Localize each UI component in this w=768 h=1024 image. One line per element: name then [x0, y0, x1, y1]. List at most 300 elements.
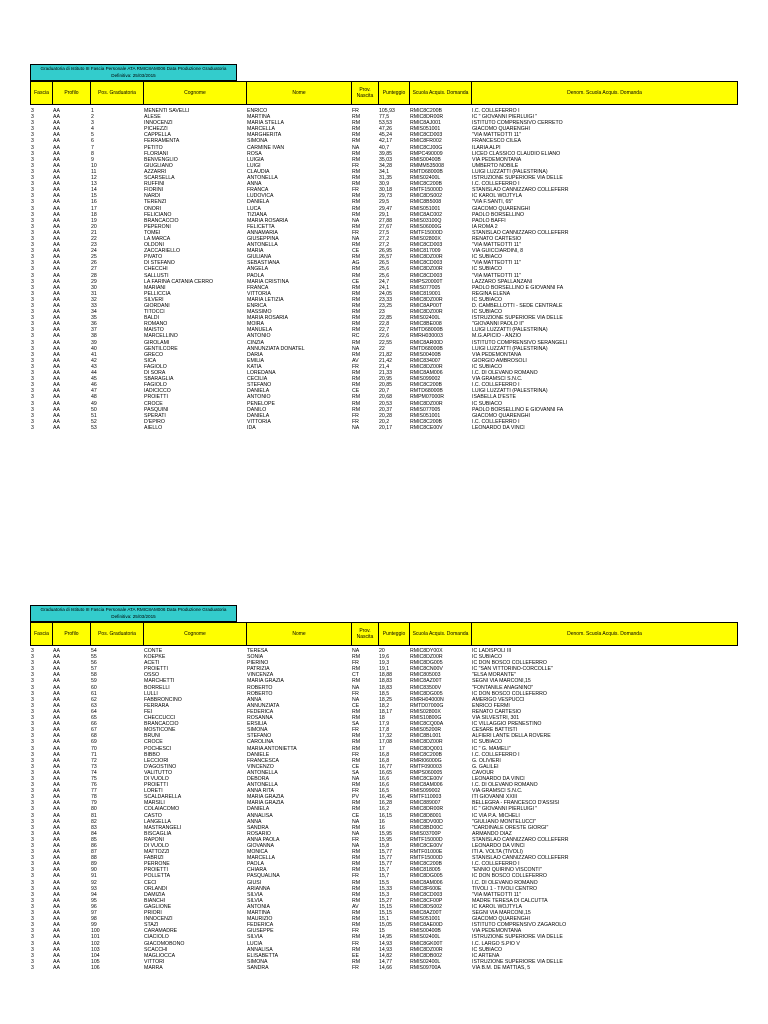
cell-prov: NA: [352, 235, 360, 242]
cell-scuola-name: AMERIGO VESPUCCI: [472, 696, 525, 703]
cell-prov: RM: [352, 382, 361, 389]
cell-pos: 62: [91, 696, 97, 703]
cell-scuola-name: CAVOUR: [472, 769, 494, 776]
cell-fascia: 3: [31, 702, 34, 709]
cell-scuola-name: CESARE BATTISTI: [472, 727, 518, 734]
cell-fascia: 3: [31, 782, 34, 789]
cell-nome: MARIA GRAZIA: [247, 800, 284, 807]
cell-pos: 54: [91, 648, 97, 654]
cell-punteggio: 25,6: [379, 272, 390, 279]
cell-scuola-name: LICEO CLASSICO CLAUDIO ELIANO: [472, 150, 561, 157]
header-pos: Pos. Graduatoria: [90, 82, 143, 104]
cell-fascia: 3: [31, 660, 34, 667]
cell-prov: RM: [352, 175, 361, 182]
cell-nome: ANNALISA: [247, 812, 273, 819]
cell-scuola-name: I.C. LARGO S.PIO V: [472, 940, 520, 947]
cell-fascia: 3: [31, 376, 34, 383]
cell-fascia: 3: [31, 739, 34, 746]
cell-profilo: AA: [53, 272, 60, 279]
cell-cognome: LORETI: [144, 788, 163, 795]
cell-pos: 85: [91, 836, 97, 843]
cell-scuola-name: ISABELLA D'ESTE: [472, 394, 516, 401]
cell-cognome: TERENZI: [144, 199, 167, 206]
cell-pos: 36: [91, 321, 97, 328]
cell-scuola-name: PAOLO BORSELLINO E GIOVANNI FA: [472, 284, 564, 291]
cell-fascia: 3: [31, 763, 34, 770]
cell-punteggio: 16,15: [379, 812, 392, 819]
cell-scuola-code: RMIC8AZ00T: [410, 678, 442, 685]
cell-prov: CE: [352, 812, 360, 819]
cell-profilo: AA: [53, 849, 60, 856]
cell-scuola-name: ISTRUZIONE SUPERIORE VIA DELLE: [472, 934, 563, 941]
cell-fascia: 3: [31, 168, 34, 175]
cell-punteggio: 31,35: [379, 175, 392, 182]
cell-profilo: AA: [53, 891, 60, 898]
cell-pos: 6: [91, 138, 94, 145]
cell-profilo: AA: [53, 702, 60, 709]
cell-scuola-code: RMIC8DG005: [410, 873, 443, 880]
cell-scuola-code: RMIC8F600E: [410, 885, 442, 892]
cell-scuola-name: LEONARDO DA VINCI: [472, 775, 525, 782]
cell-fascia: 3: [31, 175, 34, 182]
cell-fascia: 3: [31, 406, 34, 413]
cell-pos: 91: [91, 873, 97, 880]
cell-pos: 39: [91, 339, 97, 346]
cell-scuola-name: STANISLAO CANNIZZARO COLLEFERR: [472, 229, 569, 236]
cell-pos: 69: [91, 739, 97, 746]
cell-profilo: AA: [53, 266, 60, 273]
cell-nome: ELISABETTA: [247, 952, 279, 959]
cell-punteggio: 16,77: [379, 763, 392, 770]
cell-scuola-code: RMIS05200R: [410, 727, 442, 734]
cell-fascia: 3: [31, 867, 34, 874]
cell-cognome: CONTE: [144, 648, 163, 654]
cell-punteggio: 42,17: [379, 138, 392, 145]
cell-nome: STEFANO: [247, 382, 272, 389]
cell-nome: LUIGIA: [247, 156, 265, 163]
cell-scuola-code: RMIC8CJ00G: [410, 144, 443, 151]
cell-punteggio: 17,9: [379, 721, 390, 728]
cell-scuola-code: RMIS02800X: [410, 235, 441, 242]
cell-prov: CE: [352, 278, 360, 285]
cell-nome: VINCENZA: [247, 672, 274, 679]
cell-scuola-name: IC SUBIACO: [472, 309, 502, 316]
cell-punteggio: 27,88: [379, 217, 392, 224]
header-scuola-code: Scuola Acquis. Domanda: [409, 623, 471, 645]
cell-cognome: FLORIANI: [144, 150, 168, 157]
cell-punteggio: 19,6: [379, 654, 390, 661]
cell-nome: FRANCA: [247, 284, 269, 291]
cell-punteggio: 14,77: [379, 958, 392, 965]
cell-scuola-name: GIACOMO QUARENGHI: [472, 126, 530, 133]
cell-scuola-code: RMIC8DZ00R: [410, 654, 443, 661]
cell-cognome: BISCAGLIA: [144, 830, 172, 837]
cell-fascia: 3: [31, 254, 34, 261]
header-cognome: Cognome: [143, 82, 246, 104]
cell-fascia: 3: [31, 849, 34, 856]
cell-pos: 105: [91, 958, 100, 965]
cell-scuola-code: RMIS077005: [410, 406, 441, 413]
cell-scuola-code: RMRH030003: [410, 333, 443, 340]
cell-prov: RM: [352, 916, 361, 923]
cell-scuola-code: RMIC8AZ00T: [410, 910, 442, 917]
cell-fascia: 3: [31, 370, 34, 377]
cell-pos: 87: [91, 849, 97, 856]
cell-scuola-name: VIA B.M. DE MATTIAS, 5: [472, 964, 531, 971]
cell-nome: IDA: [247, 424, 256, 431]
cell-fascia: 3: [31, 946, 34, 953]
cell-punteggio: 16,8: [379, 751, 390, 758]
cell-prov: FR: [352, 836, 359, 843]
cell-scuola-name: IC KAROL WOJTYLA: [472, 903, 522, 910]
cell-scuola-name: VIA PEDEMONTANA: [472, 156, 522, 163]
cell-punteggio: 17,32: [379, 733, 392, 740]
cell-fascia: 3: [31, 235, 34, 242]
cell-scuola-code: RMIS03700P: [410, 830, 441, 837]
cell-profilo: AA: [53, 284, 60, 291]
cell-nome: LUDOVICA: [247, 193, 274, 200]
cell-prov: FR: [352, 940, 359, 947]
cell-pos: 28: [91, 272, 97, 279]
cell-cognome: GIORDANI: [144, 303, 170, 309]
cell-scuola-name: "VIA MATTEOTTI 11": [472, 891, 522, 898]
cell-scuola-name: IC SUBIACO: [472, 400, 502, 407]
cell-scuola-name: IC " GIOVANNI PIERLUIGI ": [472, 114, 538, 121]
cell-prov: FR: [352, 363, 359, 370]
cell-scuola-code: RMTD68000B: [410, 168, 443, 175]
cell-cognome: IADICICCO: [144, 388, 171, 395]
cell-prov: SA: [352, 769, 359, 776]
cell-pos: 24: [91, 248, 97, 255]
cell-scuola-code: RMIC8BE008: [410, 321, 442, 328]
cell-nome: SIMONA: [247, 958, 268, 965]
cell-fascia: 3: [31, 242, 34, 249]
cell-fascia: 3: [31, 388, 34, 395]
cell-punteggio: 14,93: [379, 940, 392, 947]
cell-punteggio: 26,57: [379, 254, 392, 261]
cell-prov: AV: [352, 357, 359, 364]
cell-punteggio: 22,85: [379, 315, 392, 322]
cell-profilo: AA: [53, 333, 60, 340]
cell-prov: RM: [352, 855, 361, 862]
cell-scuola-code: RMIC8DS002: [410, 903, 443, 910]
cell-punteggio: 22: [379, 345, 385, 352]
cell-prov: RM: [352, 114, 361, 121]
cell-cognome: SCARSELLA: [144, 175, 175, 182]
cell-nome: ROBERTO: [247, 684, 273, 691]
cell-prov: FR: [352, 162, 359, 169]
cell-nome: SANDRA: [247, 824, 269, 831]
cell-cognome: FEI: [144, 708, 153, 715]
cell-nome: ENRICA: [247, 303, 267, 309]
cell-cognome: SBARAGLIA: [144, 376, 174, 383]
cell-punteggio: 29,73: [379, 193, 392, 200]
cell-punteggio: 21,4: [379, 363, 390, 370]
cell-scuola-name: I.C. COLLEFERRO I: [472, 382, 520, 389]
cell-fascia: 3: [31, 290, 34, 297]
cell-profilo: AA: [53, 242, 60, 249]
cell-prov: RM: [352, 678, 361, 685]
cell-nome: SILVIA: [247, 891, 263, 898]
cell-nome: MARCELLA: [247, 855, 275, 862]
cell-cognome: FIORINI: [144, 187, 164, 194]
cell-cognome: CARAMADRE: [144, 928, 178, 935]
cell-nome: ANGELA: [247, 266, 269, 273]
cell-punteggio: 24,1: [379, 284, 390, 291]
cell-scuola-name: FRANCESCO CILEA: [472, 138, 522, 145]
cell-scuola-code: RMIC8BD00C: [410, 824, 443, 831]
cell-nome: ANNA RITA: [247, 788, 274, 795]
cell-prov: NA: [352, 818, 360, 825]
cell-profilo: AA: [53, 836, 60, 843]
cell-scuola-name: VIA GUICCIARDINI, 8: [472, 248, 524, 255]
cell-prov: RM: [352, 120, 361, 127]
cell-pos: 95: [91, 897, 97, 904]
cell-profilo: AA: [53, 672, 60, 679]
cell-nome: ANNUNZIATA: [247, 702, 280, 709]
cell-prov: FR: [352, 873, 359, 880]
cell-pos: 73: [91, 763, 97, 770]
cell-scuola-code: RMTF110003: [410, 794, 442, 801]
cell-fascia: 3: [31, 132, 34, 139]
cell-punteggio: 45,24: [379, 132, 392, 139]
cell-nome: ANTONIO: [247, 394, 271, 401]
cell-scuola-name: "VIA MATTEOTTI 11": [472, 260, 522, 267]
cell-profilo: AA: [53, 303, 60, 309]
cell-scuola-code: RMIC8CN00V: [410, 666, 443, 673]
cell-pos: 42: [91, 357, 97, 364]
cell-fascia: 3: [31, 211, 34, 218]
header-scuola-name: Denom. Scuola Acquis. Domanda: [471, 82, 738, 104]
header-scuola-code: Scuola Acquis. Domanda: [409, 82, 471, 104]
cell-scuola-name: "VIA F.SANTI, 65": [472, 199, 514, 206]
cell-punteggio: 23: [379, 309, 385, 316]
cell-profilo: AA: [53, 150, 60, 157]
cell-nome: CAROLINA: [247, 739, 274, 746]
cell-prov: RM: [352, 745, 361, 752]
cell-punteggio: 29,5: [379, 199, 390, 206]
cell-nome: ARIANNA: [247, 885, 271, 892]
cell-pos: 78: [91, 794, 97, 801]
cell-cognome: BRANCACCIO: [144, 217, 179, 224]
cell-profilo: AA: [53, 684, 60, 691]
cell-scuola-name: VIA PEDEMONTANA: [472, 351, 522, 358]
cell-pos: 37: [91, 327, 97, 334]
cell-pos: 104: [91, 952, 100, 959]
header-prov: Prov. Nascita: [351, 623, 378, 645]
cell-fascia: 3: [31, 922, 34, 929]
cell-profilo: AA: [53, 357, 60, 364]
cell-punteggio: 15,15: [379, 910, 392, 917]
cell-fascia: 3: [31, 769, 34, 776]
cell-punteggio: 16,65: [379, 769, 392, 776]
cell-punteggio: 14,82: [379, 952, 392, 959]
cell-punteggio: 18,17: [379, 708, 392, 715]
cell-prov: NA: [352, 696, 360, 703]
header-fascia: Fascia: [30, 82, 52, 104]
cell-pos: 89: [91, 861, 97, 868]
cell-scuola-code: RMIC8DB002: [410, 952, 443, 959]
cell-scuola-code: RMPS060005: [410, 769, 443, 776]
cell-profilo: AA: [53, 370, 60, 377]
cell-profilo: AA: [53, 745, 60, 752]
cell-profilo: AA: [53, 952, 60, 959]
cell-prov: NA: [352, 345, 360, 352]
cell-nome: FELICETTA: [247, 223, 275, 230]
cell-pos: 64: [91, 708, 97, 715]
cell-fascia: 3: [31, 818, 34, 825]
cell-profilo: AA: [53, 867, 60, 874]
cell-fascia: 3: [31, 958, 34, 965]
cell-punteggio: 14,93: [379, 946, 392, 953]
cell-punteggio: 16,6: [379, 775, 390, 782]
cell-punteggio: 15,5: [379, 879, 390, 886]
cell-scuola-code: RMIS06000G: [410, 223, 442, 230]
cell-pos: 63: [91, 702, 97, 709]
cell-nome: DANILO: [247, 406, 267, 413]
cell-profilo: AA: [53, 769, 60, 776]
cell-prov: RM: [352, 315, 361, 322]
cell-prov: FR: [352, 418, 359, 425]
cell-prov: NA: [352, 684, 360, 691]
cell-pos: 99: [91, 922, 97, 929]
table-row: [30, 965, 738, 971]
cell-pos: 67: [91, 727, 97, 734]
cell-prov: FR: [352, 108, 359, 114]
cell-scuola-code: RMRH04000N: [410, 696, 444, 703]
cell-pos: 18: [91, 211, 97, 218]
cell-profilo: AA: [53, 660, 60, 667]
cell-cognome: CAPPELLA: [144, 132, 171, 139]
cell-pos: 48: [91, 394, 97, 401]
header-profilo: Profilo: [52, 623, 90, 645]
cell-scuola-name: ILARIA ALPI: [472, 144, 501, 151]
cell-cognome: PASQUINI: [144, 406, 169, 413]
cell-prov: RC: [352, 333, 360, 340]
cell-scuola-name: IC SUBIACO: [472, 254, 502, 261]
cell-prov: FR: [352, 660, 359, 667]
cell-fascia: 3: [31, 879, 34, 886]
cell-profilo: AA: [53, 946, 60, 953]
cell-punteggio: 34,1: [379, 168, 390, 175]
cell-punteggio: 16,5: [379, 788, 390, 795]
cell-scuola-name: "VIA MATTEOTTI 11": [472, 272, 522, 279]
cell-profilo: AA: [53, 934, 60, 941]
cell-cognome: INNOCENZI: [144, 120, 173, 127]
cell-pos: 10: [91, 162, 97, 169]
cell-fascia: 3: [31, 339, 34, 346]
cell-nome: SILVIA: [247, 934, 263, 941]
cell-pos: 5: [91, 132, 94, 139]
cell-scuola-code: RMIC8DY00X: [410, 648, 443, 654]
cell-fascia: 3: [31, 223, 34, 230]
cell-nome: CECILIA: [247, 376, 268, 383]
cell-pos: 57: [91, 666, 97, 673]
cell-scuola-name: MADRE TERESA DI CALCUTTA: [472, 897, 548, 904]
cell-nome: PAOLA: [247, 272, 264, 279]
cell-cognome: MAGLIOCCA: [144, 952, 176, 959]
cell-nome: DANIELA: [247, 199, 270, 206]
cell-nome: ANNALISA: [247, 946, 273, 953]
cell-nome: ENRICO: [247, 108, 268, 114]
cell-scuola-name: IC SUBIACO: [472, 296, 502, 303]
cell-prov: RM: [352, 284, 361, 291]
cell-cognome: FAGIOLO: [144, 363, 167, 370]
cell-scuola-name: STANISLAO CANNIZZARO COLLEFERR: [472, 855, 569, 862]
cell-punteggio: 15,7: [379, 873, 390, 880]
cell-scuola-code: RMIC8D8001: [410, 812, 442, 819]
cell-cognome: PROIETTI: [144, 782, 168, 789]
cell-cognome: OSSO: [144, 672, 159, 679]
cell-punteggio: 29,47: [379, 205, 392, 212]
cell-pos: 40: [91, 345, 97, 352]
cell-cognome: FELICIANO: [144, 211, 172, 218]
cell-cognome: BENVENGLIO: [144, 156, 178, 163]
cell-pos: 102: [91, 940, 100, 947]
cell-profilo: AA: [53, 345, 60, 352]
cell-pos: 9: [91, 156, 94, 163]
cell-scuola-code: RMIC8AM006: [410, 879, 443, 886]
cell-scuola-name: IC SUBIACO: [472, 946, 502, 953]
cell-cognome: VITTORI: [144, 958, 165, 965]
cell-prov: FR: [352, 229, 359, 236]
header-profilo: Profilo: [52, 82, 90, 104]
cell-fascia: 3: [31, 126, 34, 133]
cell-profilo: AA: [53, 205, 60, 212]
cell-pos: 34: [91, 309, 97, 316]
cell-cognome: ROMANO: [144, 321, 168, 328]
cell-punteggio: 27,5: [379, 229, 390, 236]
cell-scuola-name: "VIA MATTEOTTI 11": [472, 242, 522, 249]
cell-scuola-name: "GIULIANO MONTELUCCI": [472, 818, 537, 825]
cell-prov: RM: [352, 370, 361, 377]
cell-nome: GIULIANA: [247, 254, 272, 261]
cell-profilo: AA: [53, 388, 60, 395]
cell-prov: RM: [352, 922, 361, 929]
cell-scuola-code: RMIS02800X: [410, 708, 441, 715]
cell-cognome: TITOCCI: [144, 309, 165, 316]
cell-prov: RM: [352, 733, 361, 740]
cell-prov: RM: [352, 849, 361, 856]
cell-scuola-code: RMIS099002: [410, 788, 441, 795]
cell-profilo: AA: [53, 782, 60, 789]
cell-punteggio: 27,67: [379, 223, 392, 230]
cell-nome: MASSIMO: [247, 309, 272, 316]
cell-nome: SIMONA: [247, 727, 268, 734]
cell-profilo: AA: [53, 843, 60, 849]
cell-fascia: 3: [31, 205, 34, 212]
cell-cognome: DAMIZIA: [144, 891, 166, 898]
cell-profilo: AA: [53, 363, 60, 370]
cell-scuola-name: ISTITUTO COMPRENSIVO CERRETO: [472, 120, 563, 127]
cell-punteggio: 22,7: [379, 327, 390, 334]
cell-scuola-code: RMIC889007: [410, 800, 441, 807]
cell-scuola-name: GIORGIO AMBROSOLI: [472, 357, 527, 364]
cell-fascia: 3: [31, 745, 34, 752]
cell-punteggio: 18,25: [379, 696, 392, 703]
cell-profilo: AA: [53, 424, 60, 431]
cell-punteggio: 23,33: [379, 296, 392, 303]
cell-nome: ANTONELLA: [247, 242, 278, 249]
cell-profilo: AA: [53, 775, 60, 782]
cell-scuola-code: RMIS077005: [410, 284, 441, 291]
cell-nome: FRANCA: [247, 187, 269, 194]
cell-pos: 103: [91, 946, 100, 953]
cell-profilo: AA: [53, 654, 60, 661]
cell-nome: GIUSEPPE: [247, 928, 274, 935]
cell-scuola-code: RMTF15000D: [410, 855, 443, 862]
cell-punteggio: 30,18: [379, 187, 392, 194]
